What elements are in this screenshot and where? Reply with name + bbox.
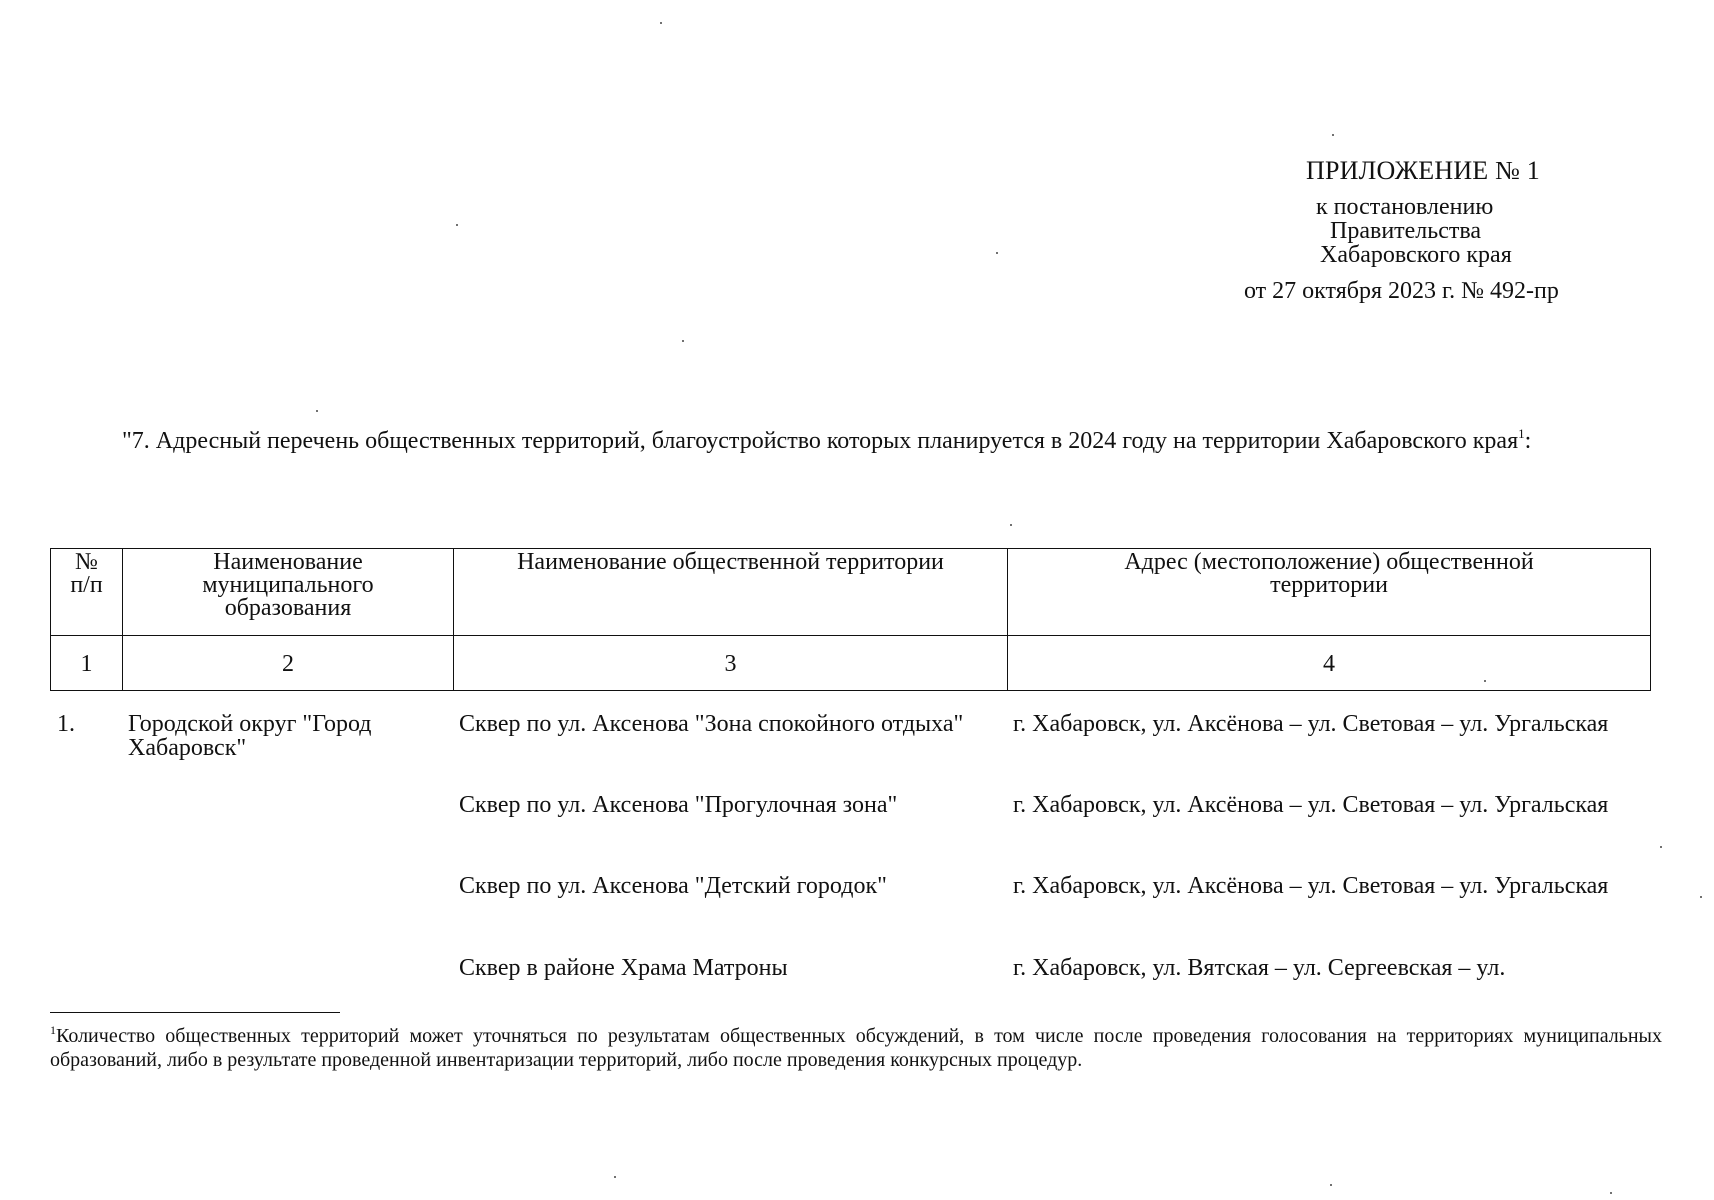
column-number-4: 4 — [1008, 636, 1651, 691]
column-number-2: 2 — [123, 636, 454, 691]
header-cell-address: Адрес (местоположение) общественной территории — [1008, 549, 1651, 636]
scan-speck — [996, 252, 998, 254]
table-header — [50, 548, 1651, 691]
header-line-resolution: к постановлению — [1316, 194, 1494, 220]
row-1-number: 1. — [57, 711, 75, 737]
row-3-territory-name: Сквер по ул. Аксенова "Детский городок" — [459, 873, 887, 899]
scan-speck — [614, 1176, 616, 1178]
scan-speck — [1332, 134, 1334, 136]
header-cell-municipality: Наименование муниципального образования — [123, 549, 454, 636]
footnote-text: Количество общественных территорий может уточняться по результатам общественных обсуждений, в том числе после проведения голосования на территориях муниципальных образований, либо в результате проведенной инвентаризации территорий, либо после проведения конкурсных процедур. — [50, 1025, 1662, 1071]
scan-speck — [682, 340, 684, 342]
footnote-separator — [50, 1012, 340, 1013]
row-4-territory-name: Сквер в районе Храма Матроны — [459, 955, 788, 981]
row-3-address: г. Хабаровск, ул. Аксёнова – ул. Световая – ул. Ургальская — [1013, 873, 1609, 899]
header-line-date-number: от 27 октября 2023 г. № 492-пр — [1244, 278, 1559, 304]
row-1-territory-name: Сквер по ул. Аксенова "Зона спокойного отдыха" — [459, 711, 964, 737]
row-2-address: г. Хабаровск, ул. Аксёнова – ул. Световая – ул. Ургальская — [1013, 792, 1609, 818]
header-cell-number: № п/п — [51, 549, 123, 636]
row-4-address: г. Хабаровск, ул. Вятская – ул. Сергеевская – ул. — [1013, 955, 1506, 981]
row-2-territory-name: Сквер по ул. Аксенова "Прогулочная зона" — [459, 792, 898, 818]
intro-paragraph — [50, 426, 1662, 454]
row-1-address: г. Хабаровск, ул. Аксёнова – ул. Световая – ул. Ургальская — [1013, 711, 1609, 737]
row-1-municipality: Городской округ "Город Хабаровск" — [128, 711, 372, 761]
footnote — [50, 1024, 1662, 1072]
intro-text: "7. Адресный перечень общественных территорий, благоустройство которых планируется в 2024 году на территории Хабаровского края — [122, 428, 1519, 454]
scan-speck — [660, 22, 662, 24]
scan-speck — [1484, 680, 1486, 682]
header-line-government: Правительства — [1330, 218, 1482, 244]
column-number-3: 3 — [454, 636, 1008, 691]
header-cell-territory-name: Наименование общественной территории — [454, 549, 1008, 636]
scan-speck — [456, 224, 458, 226]
column-number-1: 1 — [51, 636, 123, 691]
intro-footnote-ref: 1 — [1518, 426, 1525, 441]
header-line-region: Хабаровского края — [1320, 242, 1512, 268]
table-column-numbers-row — [51, 636, 1651, 691]
scan-speck — [1610, 1192, 1612, 1194]
scan-speck — [1330, 1184, 1332, 1186]
table-header-row — [51, 549, 1651, 636]
footnote-marker: 1 — [50, 1023, 56, 1037]
appendix-title: ПРИЛОЖЕНИЕ № 1 — [1306, 156, 1540, 185]
scan-speck — [1660, 846, 1662, 848]
intro-suffix: : — [1524, 428, 1532, 454]
scan-speck — [316, 410, 318, 412]
scan-speck — [1700, 896, 1702, 898]
scan-speck — [1010, 524, 1012, 526]
